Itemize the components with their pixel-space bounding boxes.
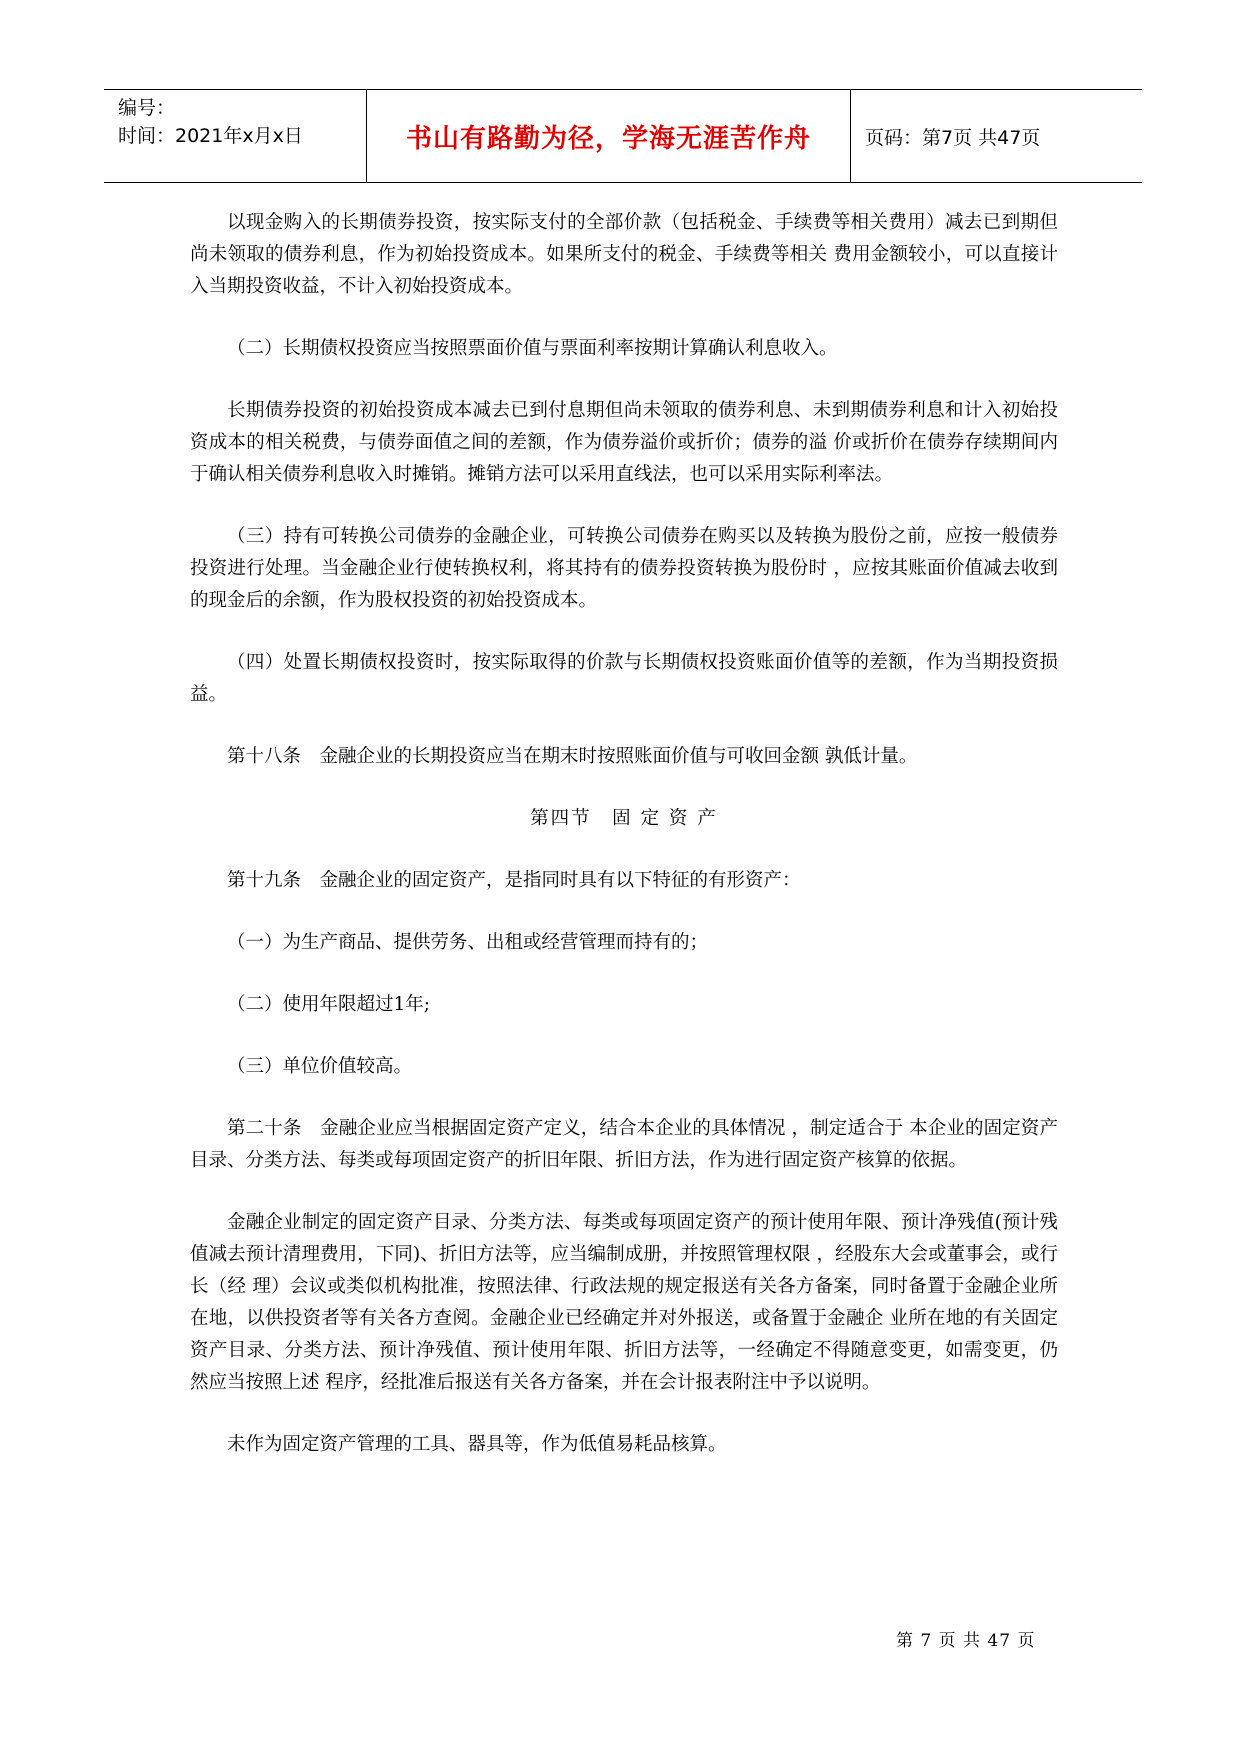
document-body xyxy=(190,207,1058,1491)
paragraph: （四）处置长期债权投资时，按实际取得的价款与长期债权投资账面价值等的差额，作为当期投资损益。 xyxy=(190,652,1058,705)
paragraph: 以现金购入的长期债券投资，按实际支付的全部价款（包括税金、手续费等相关费用）减去已到期但尚未领取的债券利息，作为初始投资成本。如果所支付的税金、手续费等相关 费用金额较小，可以直接计入当期投资收益，不计入初始投资成本。 xyxy=(190,212,1058,297)
list-item: （二）使用年限超过1年; xyxy=(227,994,431,1015)
document-time-label: 时间：2021年x月x日 xyxy=(118,125,303,147)
header-motto: 书山有路勤为径，学海无涯苦作舟 xyxy=(366,90,851,182)
page-footer: 第 7 页 共 47 页 xyxy=(896,1631,1036,1651)
paragraph: （三）持有可转换公司债券的金融企业，可转换公司债券在购买以及转换为股份之前，应按一般债券投资进行处理。当金融企业行使转换权利，将其持有的债券投资转换为股份时 ，应按其账面价值减去收到的现金后的余额，作为股权投资的初始投资成本。 xyxy=(190,526,1058,611)
paragraph: 第二十条 金融企业应当根据固定资产定义，结合本企业的具体情况 ，制定适合于 本企业的固定资产目录、分类方法、每类或每项固定资产的折旧年限、折旧方法，作为进行固定资产核算的依据。 xyxy=(190,1118,1058,1171)
paragraph: （二）长期债权投资应当按照票面价值与票面利率按期计算确认利息收入。 xyxy=(227,338,838,359)
header-meta xyxy=(104,90,366,182)
list-item: （三）单位价值较高。 xyxy=(227,1056,413,1077)
header-page-info: 页码：第7页 共47页 xyxy=(865,126,1041,149)
list-item: （一）为生产商品、提供劳务、出租或经营管理而持有的； xyxy=(227,932,709,953)
page-header xyxy=(104,89,1142,183)
paragraph: 第十八条 金融企业的长期投资应当在期末时按照账面价值与可收回金额 孰低计量。 xyxy=(227,746,918,767)
paragraph: 第十九条 金融企业的固定资产，是指同时具有以下特征的有形资产： xyxy=(227,870,801,891)
paragraph: 长期债券投资的初始投资成本减去已到付息期但尚未领取的债券利息、未到期债券利息和计入初始投资成本的相关税费，与债券面值之间的差额，作为债券溢价或折价；债券的溢 价或折价在债券存续期间内于确认相关债券利息收入时摊销。摊销方法可以采用直线法，也可以采用实际利率法。 xyxy=(190,400,1058,485)
paragraph: 金融企业制定的固定资产目录、分类方法、每类或每项固定资产的预计使用年限、预计净残值(预计残值减去预计清理费用，下同)、折旧方法等，应当编制成册，并按照管理权限 ，经股东大会或董事会，或行长（经 理）会议或类似机构批准，按照法律、行政法规的规定报送有关各方备案，同时备置于金融企业所在地，以供投资者等有关各方查阅。金融企业已经确定并对外报送，或备置于金融企 业所在地的有关固定资产目录、分类方法、预计净残值、预计使用年限、折旧方法等，一经确定不得随意变更，如需变更，仍然应当按照上述 程序，经批准后报送有关各方备案，并在会计报表附注中予以说明。 xyxy=(190,1212,1058,1393)
section-heading: 第四节 固 定 资 产 xyxy=(530,808,718,829)
paragraph: 未作为固定资产管理的工具、器具等，作为低值易耗品核算。 xyxy=(227,1434,727,1455)
document-number-label: 编号： xyxy=(118,97,176,119)
